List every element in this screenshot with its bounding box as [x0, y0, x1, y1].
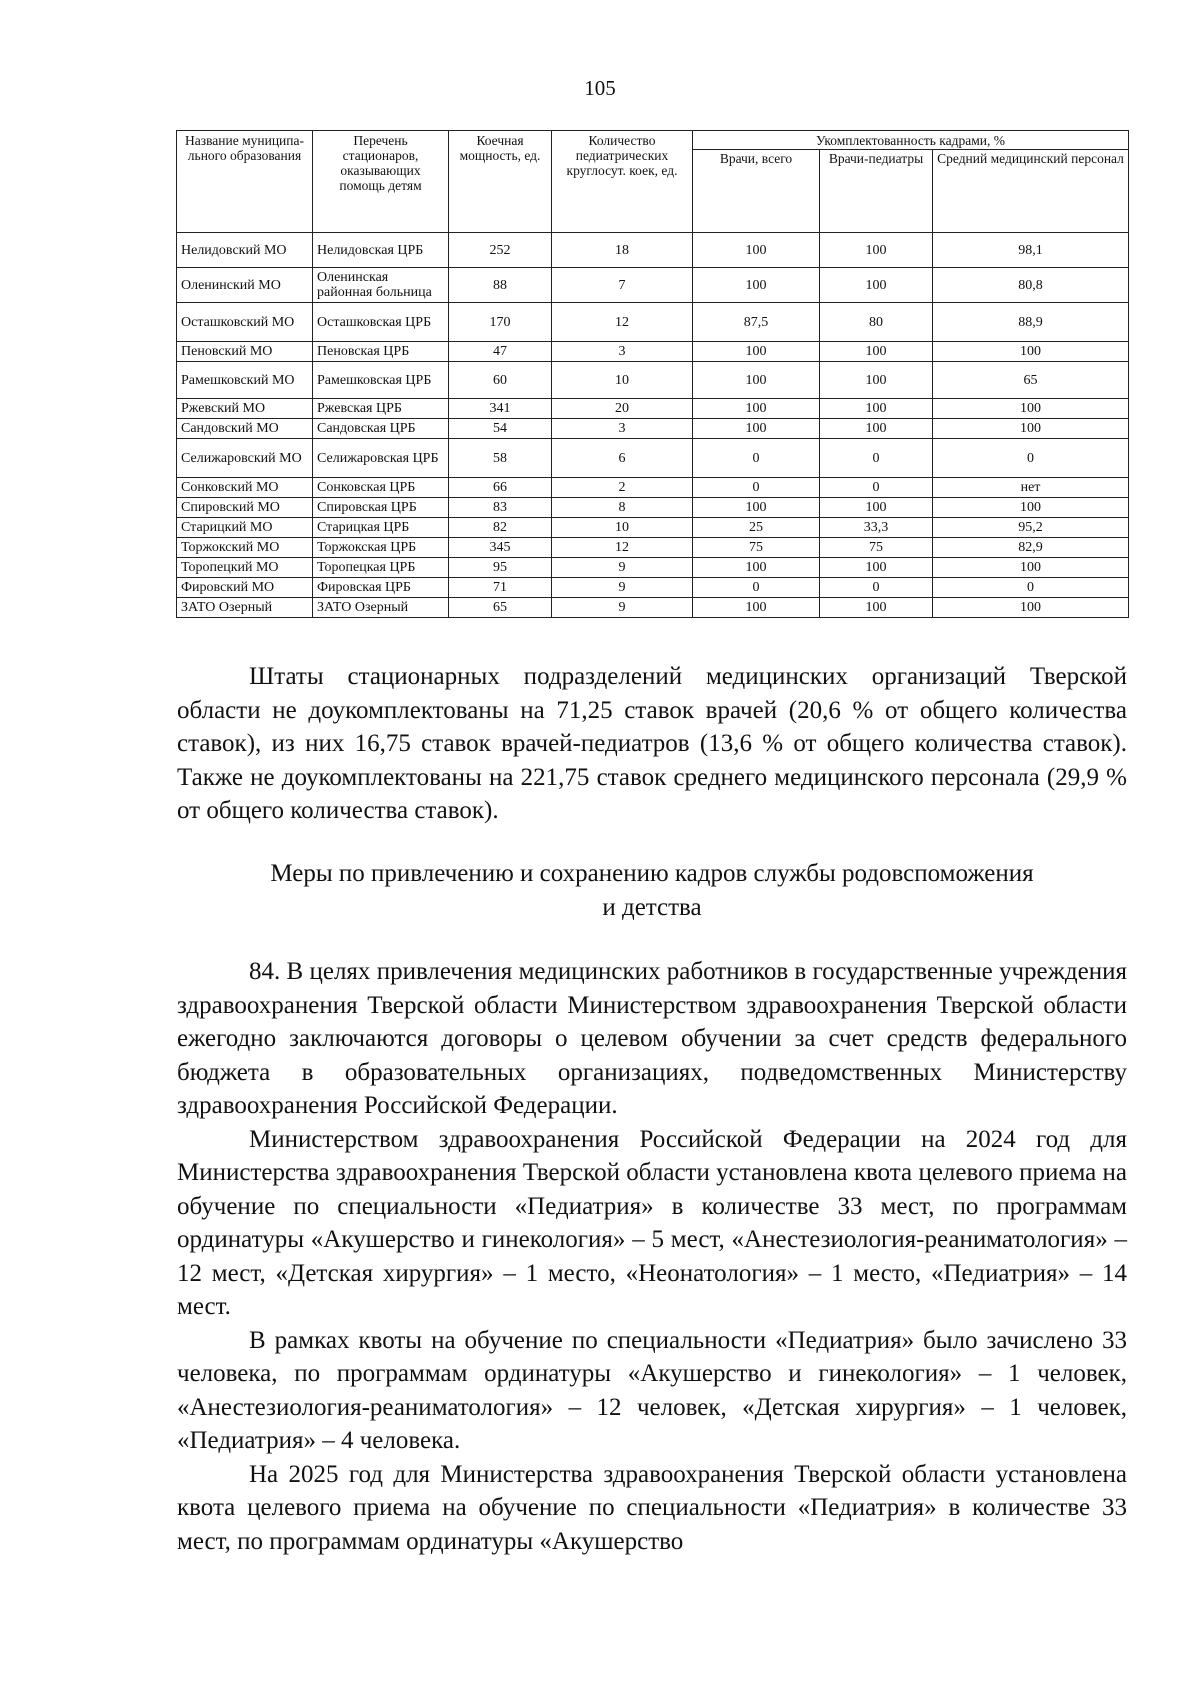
cell-municipality: Старицкий МО: [177, 518, 313, 538]
cell-hospital: Старицкая ЦРБ: [313, 518, 449, 538]
cell-pediatric-beds: 9: [552, 578, 693, 598]
cell-pediatric-beds: 10: [552, 362, 693, 399]
cell-beds: 345: [449, 538, 552, 558]
cell-nursing: 100: [933, 419, 1129, 439]
table-row: [177, 362, 1129, 399]
cell-beds: 95: [449, 558, 552, 578]
cell-nursing: нет: [933, 478, 1129, 498]
header-doctors-total: Врачи, всего: [693, 150, 820, 233]
cell-pediatric-beds: 20: [552, 399, 693, 419]
cell-beds: 71: [449, 578, 552, 598]
staffing-shortage-paragraph: [177, 660, 1127, 828]
cell-pediatricians: 100: [820, 399, 933, 419]
cell-hospital: ЗАТО Озерный: [313, 598, 449, 618]
cell-pediatricians: 100: [820, 419, 933, 439]
table-row: [177, 439, 1129, 478]
cell-pediatricians: 0: [820, 578, 933, 598]
cell-municipality: Пеновский МО: [177, 342, 313, 362]
cell-pediatricians: 80: [820, 303, 933, 342]
cell-municipality: Фировский МО: [177, 578, 313, 598]
cell-doctors: 0: [693, 478, 820, 498]
cell-pediatric-beds: 7: [552, 268, 693, 303]
section-title: [177, 857, 1127, 924]
paragraph-84: 84. В целях привлечения медицинских работников в государственные учреждения здравоохранения Тверской области Министерством здравоохранения Тверской области ежегодно заключаются договоры о целевом обучении за счет средств федерального бюджета в образовательных организациях, подведомственных Министерству здравоохранения Российской Федерации.: [177, 958, 1127, 1119]
cell-pediatric-beds: 12: [552, 538, 693, 558]
cell-hospital: Рамешковская ЦРБ: [313, 362, 449, 399]
section-title-line-1: Меры по привлечению и сохранению кадров службы родовспоможения: [270, 860, 1034, 887]
cell-municipality: Торжокский МО: [177, 538, 313, 558]
cell-nursing: 100: [933, 498, 1129, 518]
cell-pediatric-beds: 9: [552, 598, 693, 618]
cell-nursing: 0: [933, 439, 1129, 478]
cell-doctors: 100: [693, 268, 820, 303]
cell-hospital: Нелидовская ЦРБ: [313, 233, 449, 268]
header-bed-capacity: Коечная мощность, ед.: [449, 131, 552, 233]
cell-pediatricians: 75: [820, 538, 933, 558]
table-row: [177, 268, 1129, 303]
cell-pediatric-beds: 12: [552, 303, 693, 342]
cell-doctors: 100: [693, 419, 820, 439]
cell-pediatric-beds: 3: [552, 342, 693, 362]
cell-pediatric-beds: 9: [552, 558, 693, 578]
table-row: [177, 419, 1129, 439]
cell-municipality: Сонковский МО: [177, 478, 313, 498]
cell-municipality: Осташковский МО: [177, 303, 313, 342]
table-row: [177, 558, 1129, 578]
cell-doctors: 100: [693, 399, 820, 419]
header-nursing-staff: Средний медицинский персонал: [933, 150, 1129, 233]
cell-doctors: 100: [693, 362, 820, 399]
cell-beds: 54: [449, 419, 552, 439]
cell-doctors: 100: [693, 498, 820, 518]
cell-pediatric-beds: 3: [552, 419, 693, 439]
cell-pediatricians: 100: [820, 558, 933, 578]
cell-pediatricians: 100: [820, 498, 933, 518]
cell-nursing: 98,1: [933, 233, 1129, 268]
table-row: [177, 498, 1129, 518]
cell-beds: 170: [449, 303, 552, 342]
section-body: [177, 955, 1127, 1558]
cell-nursing: 95,2: [933, 518, 1129, 538]
cell-hospital: Пеновская ЦРБ: [313, 342, 449, 362]
table-row: [177, 303, 1129, 342]
cell-beds: 58: [449, 439, 552, 478]
cell-pediatricians: 0: [820, 439, 933, 478]
header-staffing-group: Укомплектованность кадрами, %: [693, 131, 1129, 150]
cell-nursing: 65: [933, 362, 1129, 399]
page-number: 105: [584, 76, 616, 100]
cell-pediatricians: 0: [820, 478, 933, 498]
cell-nursing: 0: [933, 578, 1129, 598]
cell-pediatric-beds: 8: [552, 498, 693, 518]
table-row: [177, 233, 1129, 268]
cell-doctors: 100: [693, 233, 820, 268]
cell-municipality: Нелидовский МО: [177, 233, 313, 268]
cell-beds: 83: [449, 498, 552, 518]
cell-municipality: Сандовский МО: [177, 419, 313, 439]
table-row: [177, 538, 1129, 558]
cell-doctors: 100: [693, 342, 820, 362]
cell-doctors: 75: [693, 538, 820, 558]
cell-hospital: Осташковская ЦРБ: [313, 303, 449, 342]
cell-hospital: Сандовская ЦРБ: [313, 419, 449, 439]
cell-hospital: Спировская ЦРБ: [313, 498, 449, 518]
cell-pediatricians: 100: [820, 268, 933, 303]
cell-beds: 66: [449, 478, 552, 498]
paragraph-enrollment: В рамках квоты на обучение по специальности «Педиатрия» было зачислено 33 человека, по программам ординатуры «Акушерство и гинекология» – 1 человек, «Анестезиология-реаниматология» – 12 человек, «Детская хирургия» – 1 человек, «Педиатрия» – 4 человека.: [177, 1326, 1127, 1454]
table-row: [177, 578, 1129, 598]
cell-pediatricians: 100: [820, 342, 933, 362]
staffing-table: [176, 130, 1129, 618]
cell-doctors: 0: [693, 439, 820, 478]
cell-municipality: Спировский МО: [177, 498, 313, 518]
cell-beds: 341: [449, 399, 552, 419]
table-header-row: [177, 131, 1129, 150]
paragraph-quota-2025: На 2025 год для Министерства здравоохранения Тверской области установлена квота целевого приема на обучение по специальности «Педиатрия» в количестве 33 мест, по программам ординатуры «Акушерство: [177, 1460, 1127, 1555]
header-municipality: Название муниципа-льного образования: [177, 131, 313, 233]
cell-pediatricians: 33,3: [820, 518, 933, 538]
cell-municipality: Селижаровский МО: [177, 439, 313, 478]
cell-doctors: 100: [693, 558, 820, 578]
header-hospital-list: Перечень стационаров, оказывающих помощь детям: [313, 131, 449, 233]
cell-pediatricians: 100: [820, 233, 933, 268]
cell-municipality: Торопецкий МО: [177, 558, 313, 578]
cell-beds: 47: [449, 342, 552, 362]
table-row: [177, 342, 1129, 362]
paragraph-quota-2024: Министерством здравоохранения Российской Федерации на 2024 год для Министерства здравоохранения Тверской области установлена квота целевого приема на обучение по специальности «Педиатрия» в количестве 33 мест, по программам ординатуры «Акушерство и гинекология» – 5 мест, «Анестезиология-реаниматология» – 12 мест, «Детская хирургия» – 1 место, «Неонатология» – 1 место, «Педиатрия» – 14 мест.: [177, 1125, 1127, 1320]
cell-doctors: 0: [693, 578, 820, 598]
cell-doctors: 87,5: [693, 303, 820, 342]
cell-nursing: 100: [933, 399, 1129, 419]
cell-beds: 60: [449, 362, 552, 399]
cell-pediatricians: 100: [820, 362, 933, 399]
cell-nursing: 88,9: [933, 303, 1129, 342]
paragraph-intro: Штаты стационарных подразделений медицинских организаций Тверской области не доукомплектованы на 71,25 ставок врачей (20,6 % от общего количества ставок), из них 16,75 ставок врачей-педиатров (13,6 % от общего количества ставок). Также не доукомплектованы на 221,75 ставок среднего медицинского персонала (29,9 % от общего количества ставок).: [177, 663, 1127, 824]
cell-nursing: 82,9: [933, 538, 1129, 558]
cell-hospital: Торопецкая ЦРБ: [313, 558, 449, 578]
cell-hospital: Селижаровская ЦРБ: [313, 439, 449, 478]
cell-municipality: Рамешковский МО: [177, 362, 313, 399]
cell-nursing: 100: [933, 558, 1129, 578]
cell-hospital: Оленинская районная больница: [313, 268, 449, 303]
cell-beds: 65: [449, 598, 552, 618]
cell-hospital: Фировская ЦРБ: [313, 578, 449, 598]
table-row: [177, 598, 1129, 618]
header-pediatricians: Врачи-педиатры: [820, 150, 933, 233]
cell-nursing: 80,8: [933, 268, 1129, 303]
cell-municipality: Оленинский МО: [177, 268, 313, 303]
cell-pediatric-beds: 6: [552, 439, 693, 478]
table-row: [177, 399, 1129, 419]
cell-hospital: Торжокская ЦРБ: [313, 538, 449, 558]
cell-pediatric-beds: 10: [552, 518, 693, 538]
cell-nursing: 100: [933, 598, 1129, 618]
cell-municipality: ЗАТО Озерный: [177, 598, 313, 618]
cell-municipality: Ржевский МО: [177, 399, 313, 419]
table-row: [177, 478, 1129, 498]
header-pediatric-beds: Количество педиатрических круглосут. коек, ед.: [552, 131, 693, 233]
table-row: [177, 518, 1129, 538]
cell-beds: 82: [449, 518, 552, 538]
cell-pediatric-beds: 2: [552, 478, 693, 498]
cell-beds: 88: [449, 268, 552, 303]
cell-pediatric-beds: 18: [552, 233, 693, 268]
cell-doctors: 100: [693, 598, 820, 618]
cell-doctors: 25: [693, 518, 820, 538]
cell-hospital: Сонковская ЦРБ: [313, 478, 449, 498]
cell-pediatricians: 100: [820, 598, 933, 618]
cell-beds: 252: [449, 233, 552, 268]
cell-nursing: 100: [933, 342, 1129, 362]
cell-hospital: Ржевская ЦРБ: [313, 399, 449, 419]
section-title-line-2: и детства: [602, 893, 702, 921]
